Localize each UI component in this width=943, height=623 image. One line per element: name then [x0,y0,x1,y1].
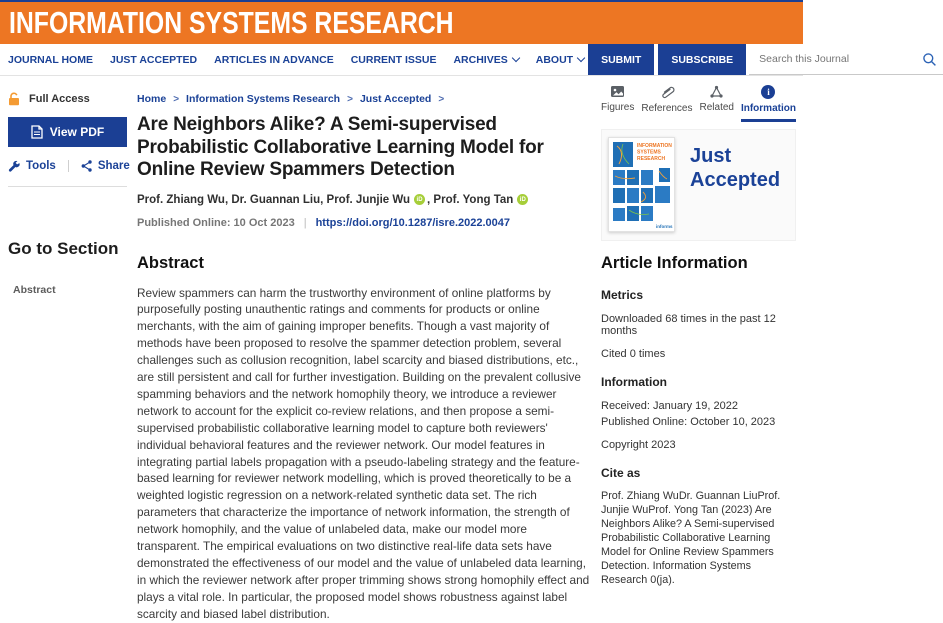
doi-link[interactable]: https://doi.org/10.1287/isre.2022.0047 [315,216,511,229]
citation-text: Prof. Zhiang WuDr. Guannan LiuProf. Junjie WuProf. Yong Tan (2023) Are Neighbors Alike? A Semi-supervised Probabilistic Collaborative Learning Model for Online Review Spammers Detection. Information Systems Research 0(ja). [601,490,781,586]
nav-just-accepted[interactable]: JUST ACCEPTED [109,53,198,66]
tab-information[interactable] [741,85,796,122]
wrench-icon [8,160,20,172]
tab-figures[interactable] [601,85,634,122]
cite-as-heading: Cite as [601,466,641,480]
tools-button[interactable] [8,160,69,172]
goto-abstract-link[interactable]: Abstract [13,284,56,296]
metrics-heading: Metrics [601,288,644,302]
breadcrumb-separator: > [438,93,445,105]
information-heading: Information [601,375,667,389]
share-button[interactable] [81,160,130,172]
article-information-heading: Article Information [601,254,748,272]
svg-text:SYSTEMS: SYSTEMS [637,149,661,156]
tab-related[interactable] [700,85,734,122]
information-icon: i [761,85,775,99]
share-label: Share [97,160,130,172]
authors-group-1[interactable]: Prof. Zhiang Wu, Dr. Guannan Liu, Prof. Junjie Wu [137,193,411,206]
nav-current-issue[interactable]: CURRENT ISSUE [350,53,437,66]
abstract-text: Review spammers can harm the trustworthy environment of online platforms by purposefully posting unauthentic ratings and comments for products or online merchants, with the aim of gaining improper benefits. Though a vast majority of methods have been proposed to resolve the spammer detection problem, several challenges such as collusion recognition, label scarcity and biased distributions, etc., are still persistent and call for further investigation. Building on the prevalent collusive spamming behaviors and the network homophily theory, we introduce a reviewer network to account for the explicit co-review relations, and then propose a semi-supervised probabilistic collaborative learning model to capture both reviewers' individual behavioral features and the reviewer network. Our model features in integrating partial labels propagation with a pseudo-labeling strategy and the feature-based learning for reviewer network modelling, which is proved theoretically to be a weighted logistic regression on a network-related synthetic data set. The rich parameters that characterize the importance of network information, the strength of network homophily, and the value of unlabeled data, make our model more transparent. The empirical evaluations on two distinctive real-life data sets have demonstrated the effectiveness of our model and the value of unlabeled data learning, in which the reviewer network after proper trimming shows strong homophily effect and plays a vital role. In particular, the proposed model shows robustness against label scarcity and biased label distribution. [137,285,590,621]
downloads-count: Downloaded 68 times in the past 12 months [601,313,776,337]
search-input[interactable] [759,53,922,65]
tab-references[interactable] [641,85,692,122]
subscribe-button[interactable]: SUBSCRIBE [658,44,746,75]
left-rail [8,92,130,296]
view-pdf-label: View PDF [49,125,105,139]
journal-cover-image[interactable] [608,137,675,232]
article-tabs [601,85,796,122]
journal-banner [0,2,803,44]
main-navbar [0,44,803,76]
orcid-icon[interactable]: iD [414,194,425,205]
received-date: Received: January 19, 2022 [601,400,738,412]
nav-about[interactable]: ABOUT [536,54,584,66]
nav-articles-in-advance[interactable]: ARTICLES IN ADVANCE [214,53,334,66]
just-accepted-panel [601,129,796,241]
search-box[interactable] [749,44,943,75]
access-label: Full Access [29,93,90,105]
search-icon[interactable] [922,52,937,67]
nav-actions [584,44,943,75]
svg-text:informs: informs [656,224,673,229]
breadcrumb-separator: > [347,93,353,105]
authors-group-2[interactable]: , Prof. Yong Tan [427,193,514,206]
article-title: Are Neighbors Alike? A Semi-supervised Probabilistic Collaborative Learning Model for Online Review Spammers Detection [137,114,544,180]
figures-icon [610,85,625,98]
tools-label: Tools [26,160,56,172]
article-main [137,93,590,623]
nav-links [0,44,584,75]
breadcrumb-journal[interactable]: Information Systems Research [186,93,341,105]
go-to-section-heading: Go to Section [8,239,119,258]
copyright-text: Copyright 2023 [601,439,676,451]
open-lock-icon [8,92,20,106]
breadcrumb-home[interactable]: Home [137,93,167,105]
paperclip-icon [660,85,674,99]
tab-information-label: Information [740,103,796,114]
nav-archives[interactable]: ARCHIVES [453,54,518,66]
journal-title: INFORMATION SYSTEMS RESEARCH [9,5,454,40]
right-panel [601,85,796,587]
tools-share-row [8,160,130,172]
view-pdf-button[interactable] [8,117,127,147]
rail-divider [8,186,127,187]
pdf-icon [31,125,43,139]
tab-related-label: Related [699,102,734,113]
nav-journal-home[interactable]: JOURNAL HOME [8,53,93,66]
orcid-icon[interactable]: iD [517,194,528,205]
abstract-heading: Abstract [137,253,204,272]
published-online-date: Published Online: 10 Oct 2023 [137,216,295,229]
related-network-icon [709,85,724,98]
published-online-date-sidebar: Published Online: October 10, 2023 [601,416,776,428]
publication-row [137,217,590,229]
breadcrumb-just-accepted[interactable]: Just Accepted [359,93,432,105]
cited-count: Cited 0 times [601,348,666,360]
chevron-down-icon [511,54,519,62]
pubrow-divider: | [303,216,307,229]
tab-references-label: References [641,103,693,114]
svg-text:INFORMATION: INFORMATION [637,143,672,149]
share-icon [81,160,92,172]
submit-button[interactable]: SUBMIT [588,44,654,75]
tab-figures-label: Figures [601,102,635,113]
just-accepted-status: Just Accepted [690,145,781,191]
svg-text:RESEARCH: RESEARCH [637,156,666,162]
access-row [8,92,127,106]
author-line [137,194,590,206]
breadcrumb-separator: > [173,93,180,105]
breadcrumb [137,93,590,105]
